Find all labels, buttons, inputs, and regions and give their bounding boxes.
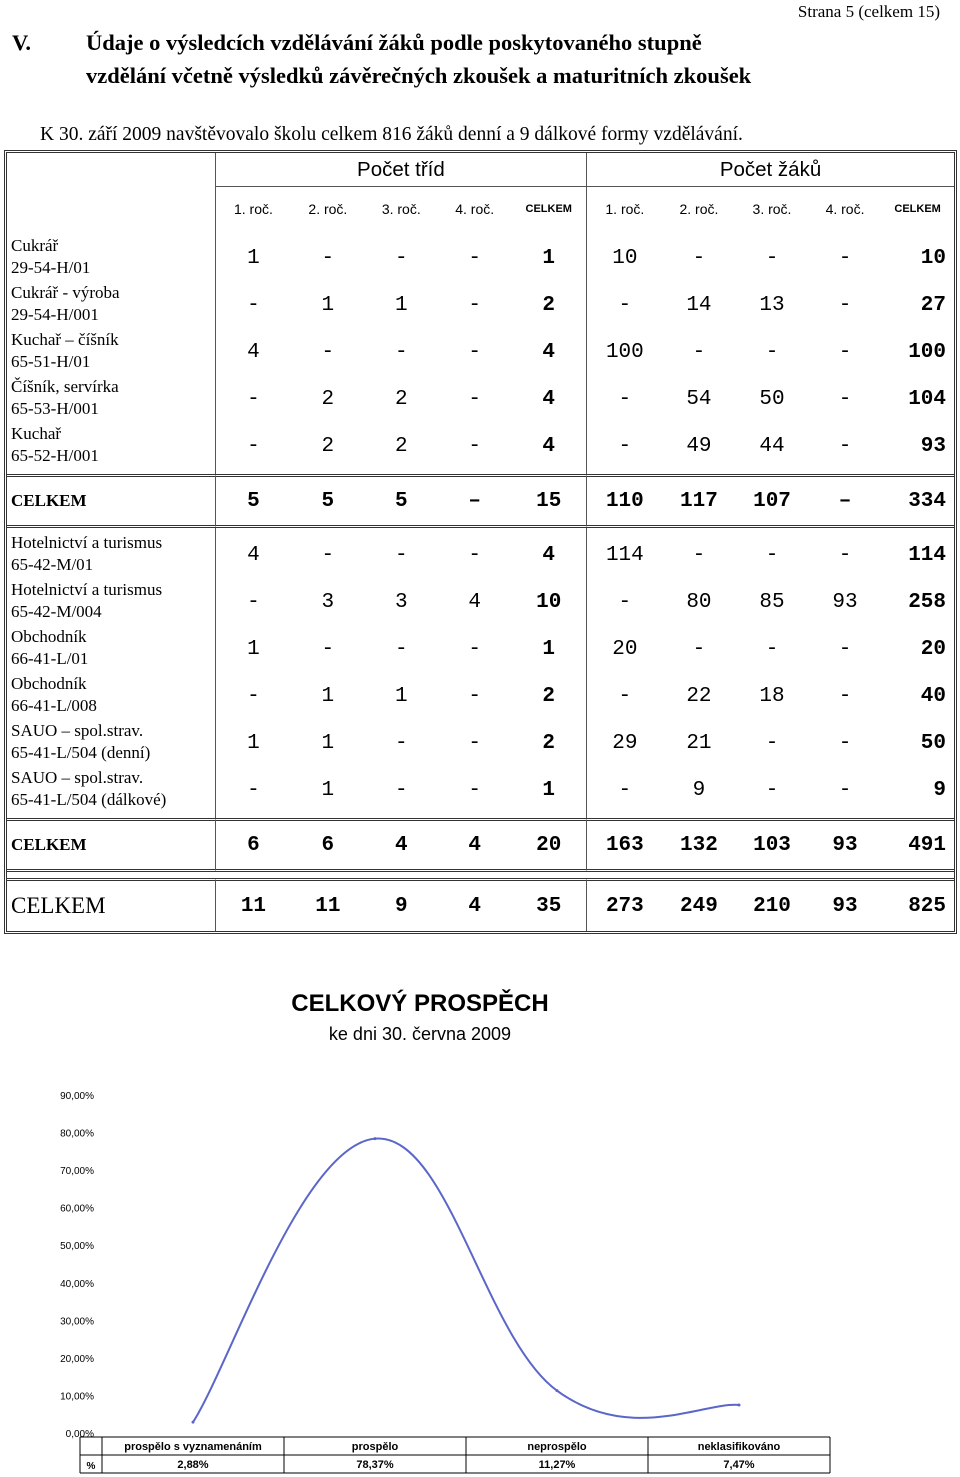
- total-cell: 35: [511, 878, 587, 931]
- value-cell: 93: [832, 591, 858, 614]
- program-code: 65-52-H/001: [11, 446, 99, 465]
- value-cell: -: [247, 779, 260, 802]
- value-cell: -: [468, 247, 481, 270]
- value-cell: -: [618, 294, 632, 317]
- value-cell: -: [618, 435, 632, 458]
- value-cell: 93: [920, 435, 946, 458]
- total-cell: 4: [365, 818, 438, 872]
- program-name: Kuchař: [11, 424, 62, 443]
- total-label: CELKEM: [7, 818, 216, 872]
- section-number: V.: [12, 30, 31, 55]
- column-header: 1. roč.: [605, 201, 645, 217]
- table-row: [7, 767, 954, 818]
- series-line: [193, 1139, 739, 1423]
- program-code: 66-41-L/008: [11, 696, 97, 715]
- value-cell: -: [765, 341, 779, 364]
- value-cell: -: [838, 685, 852, 708]
- chart-title: CELKOVÝ PROSPĚCH: [291, 990, 549, 1017]
- value-cell: -: [838, 341, 852, 364]
- category-label: neprospělo: [527, 1441, 587, 1453]
- y-tick-label: 20,00%: [60, 1353, 94, 1365]
- value-cell: 100: [605, 341, 644, 364]
- value-cell: 2: [321, 388, 335, 411]
- value-label: 11,27%: [538, 1459, 576, 1471]
- value-cell: -: [394, 732, 408, 755]
- section-title-line2: vzdělání včetně výsledků závěrečných zkoušek a maturitních zkoušek: [86, 63, 752, 88]
- total-cell: 5: [291, 474, 364, 528]
- category-label: neklasifikováno: [697, 1441, 781, 1453]
- value-cell: -: [394, 247, 408, 270]
- table-group-header: [7, 153, 954, 187]
- total-cell: 107: [735, 474, 809, 528]
- y-tick-label: 50,00%: [60, 1241, 94, 1253]
- program-label: [7, 579, 216, 626]
- value-cell: 3: [321, 591, 335, 614]
- value-cell: 1: [394, 685, 408, 708]
- value-cell: -: [468, 341, 481, 364]
- total-cell: 5: [216, 474, 291, 528]
- value-cell: -: [468, 779, 481, 802]
- column-header: 3. roč.: [381, 201, 421, 217]
- column-header: 2. roč.: [679, 201, 719, 217]
- header-blank: [7, 187, 216, 231]
- program-label: [7, 720, 216, 767]
- total-cell: 93: [809, 818, 881, 872]
- program-name: SAUO – spol.strav.: [11, 768, 144, 787]
- program-label: [7, 528, 216, 579]
- value-cell: -: [838, 247, 852, 270]
- value-cell: -: [394, 779, 408, 802]
- value-cell: -: [838, 294, 852, 317]
- total-cell: 20: [511, 818, 587, 872]
- value-cell: -: [765, 779, 779, 802]
- table-row: [7, 579, 954, 626]
- total-cell: 93: [809, 878, 881, 931]
- column-header: 3. roč.: [752, 201, 792, 217]
- value-cell: -: [765, 732, 779, 755]
- total-cell: 163: [587, 818, 663, 872]
- section-heading: [12, 26, 946, 92]
- data-point: [374, 1137, 377, 1140]
- value-cell: 10: [612, 247, 638, 270]
- value-cell: -: [468, 388, 481, 411]
- block2-total-row: [7, 818, 954, 872]
- program-name: Cukrář: [11, 236, 59, 255]
- value-cell: 1: [247, 732, 260, 755]
- table-row: [7, 282, 954, 329]
- value-cell: -: [765, 247, 779, 270]
- value-cell: -: [838, 435, 852, 458]
- total-cell: 6: [216, 818, 291, 872]
- value-cell: -: [618, 685, 632, 708]
- value-cell: 2: [394, 435, 408, 458]
- total-cell: 103: [735, 818, 809, 872]
- y-tick-label: 60,00%: [60, 1203, 94, 1215]
- value-cell: -: [247, 685, 260, 708]
- program-name: Obchodník: [11, 627, 87, 646]
- value-cell: 1: [321, 294, 335, 317]
- total-cell: 9: [365, 878, 438, 931]
- program-code: 29-54-H/01: [11, 258, 91, 277]
- table-row: [7, 329, 954, 376]
- value-cell: 1: [511, 231, 587, 282]
- value-cell: 21: [686, 732, 712, 755]
- value-cell: 1: [321, 732, 335, 755]
- value-cell: -: [394, 638, 408, 661]
- program-name: Číšník, servírka: [11, 377, 119, 396]
- y-tick-label: 10,00%: [60, 1391, 94, 1403]
- value-cell: -: [692, 341, 706, 364]
- program-label: [7, 626, 216, 673]
- value-cell: 1: [321, 685, 335, 708]
- total-cell: 5: [365, 474, 438, 528]
- value-cell: 2: [394, 388, 408, 411]
- value-cell: 4: [247, 341, 260, 364]
- column-header: 4. roč.: [825, 201, 865, 217]
- value-label: 78,37%: [356, 1459, 394, 1471]
- value-cell: -: [618, 591, 632, 614]
- value-cell: -: [765, 638, 779, 661]
- intro-paragraph: K 30. září 2009 navštěvovalo školu celkem 816 žáků denní a 9 dálkové formy vzdělávání.: [40, 124, 743, 145]
- value-cell: -: [321, 544, 335, 567]
- page-number: Strana 5 (celkem 15): [797, 2, 940, 21]
- value-cell: 3: [394, 591, 408, 614]
- value-cell: -: [838, 638, 852, 661]
- program-code: 65-51-H/01: [11, 352, 91, 371]
- value-cell: 2: [321, 435, 335, 458]
- value-cell: 4: [511, 376, 587, 423]
- column-header: 4. roč.: [455, 201, 495, 217]
- program-name: Hotelnictví a turismus: [11, 533, 163, 552]
- value-cell: 4: [511, 329, 587, 376]
- program-label: [7, 282, 216, 329]
- value-cell: 1: [321, 779, 335, 802]
- value-cell: -: [394, 544, 408, 567]
- value-cell: -: [468, 638, 481, 661]
- value-cell: 22: [686, 685, 712, 708]
- value-cell: -: [247, 435, 260, 458]
- chart-subtitle: ke dni 30. června 2009: [328, 1024, 512, 1044]
- value-cell: 10: [920, 247, 946, 270]
- column-header: 2. roč.: [308, 201, 348, 217]
- column-header: CELKEM: [511, 187, 587, 231]
- program-label: [7, 767, 216, 818]
- total-cell: 334: [881, 474, 954, 528]
- data-point: [556, 1389, 559, 1392]
- total-cell: 15: [511, 474, 587, 528]
- value-cell: 1: [247, 638, 260, 661]
- value-cell: 20: [612, 638, 638, 661]
- program-name: Hotelnictví a turismus: [11, 580, 163, 599]
- table-row: [7, 626, 954, 673]
- program-name: SAUO – spol.strav.: [11, 721, 144, 740]
- value-cell: -: [247, 388, 260, 411]
- program-label: [7, 423, 216, 474]
- y-tick-label: 0,00%: [65, 1429, 94, 1440]
- header-blank: [7, 153, 216, 187]
- value-cell: 1: [247, 247, 260, 270]
- total-cell: 273: [587, 878, 663, 931]
- program-label: [7, 673, 216, 720]
- table-row: [7, 376, 954, 423]
- value-cell: -: [321, 638, 335, 661]
- y-tick-label: 70,00%: [60, 1166, 94, 1178]
- data-point: [192, 1421, 195, 1424]
- value-cell: 104: [908, 388, 946, 411]
- program-name: Cukrář - výroba: [11, 283, 120, 302]
- value-cell: 49: [686, 435, 712, 458]
- table-row: [7, 423, 954, 474]
- value-label: 2,88%: [177, 1459, 209, 1471]
- value-cell: -: [468, 435, 481, 458]
- total-cell: 4: [438, 878, 511, 931]
- value-cell: -: [618, 779, 632, 802]
- value-cell: -: [692, 247, 706, 270]
- header-pupils-count: Počet žáků: [587, 153, 954, 187]
- column-header: 1. roč.: [233, 201, 273, 217]
- value-cell: 2: [511, 673, 587, 720]
- value-cell: -: [618, 388, 632, 411]
- value-cell: 27: [920, 294, 946, 317]
- program-code: 65-41-L/504 (dálkové): [11, 790, 167, 809]
- value-cell: 1: [511, 626, 587, 673]
- value-cell: 44: [759, 435, 785, 458]
- value-cell: 9: [933, 779, 946, 802]
- value-cell: 40: [920, 685, 946, 708]
- overall-results-chart: [40, 985, 860, 1475]
- total-cell: 6: [291, 818, 364, 872]
- total-cell: 11: [216, 878, 291, 931]
- total-cell: 117: [663, 474, 736, 528]
- value-cell: 1: [394, 294, 408, 317]
- value-cell: 54: [686, 388, 712, 411]
- value-cell: 4: [247, 544, 260, 567]
- program-label: [7, 231, 216, 282]
- value-cell: 10: [511, 579, 587, 626]
- value-cell: -: [468, 732, 481, 755]
- value-cell: 50: [759, 388, 785, 411]
- table-row: [7, 231, 954, 282]
- total-cell: –: [809, 474, 881, 528]
- value-cell: -: [765, 544, 779, 567]
- value-cell: 29: [612, 732, 638, 755]
- program-code: 66-41-L/01: [11, 649, 89, 668]
- value-cell: -: [838, 544, 852, 567]
- table-row: [7, 528, 954, 579]
- total-cell: 249: [663, 878, 736, 931]
- total-cell: 110: [587, 474, 663, 528]
- value-cell: 2: [511, 720, 587, 767]
- total-cell: 11: [291, 878, 364, 931]
- value-cell: -: [394, 341, 408, 364]
- total-label: CELKEM: [7, 878, 216, 931]
- value-cell: 258: [908, 591, 946, 614]
- total-cell: 491: [881, 818, 954, 872]
- value-label: 7,47%: [723, 1459, 755, 1471]
- program-code: 29-54-H/001: [11, 305, 99, 324]
- total-cell: –: [438, 474, 511, 528]
- total-cell: 210: [735, 878, 809, 931]
- value-cell: 100: [908, 341, 946, 364]
- value-cell: 18: [759, 685, 785, 708]
- value-cell: 4: [468, 591, 481, 614]
- y-tick-label: 40,00%: [60, 1278, 94, 1290]
- value-cell: 114: [908, 544, 946, 567]
- y-tick-label: 30,00%: [60, 1316, 94, 1328]
- value-cell: 50: [920, 732, 946, 755]
- value-cell: -: [692, 638, 706, 661]
- table-row: [7, 673, 954, 720]
- value-cell: -: [838, 779, 852, 802]
- program-code: 65-42-M/004: [11, 602, 102, 621]
- total-label: CELKEM: [7, 474, 216, 528]
- category-label: prospělo s vyznamenáním: [124, 1441, 262, 1453]
- value-cell: -: [838, 732, 852, 755]
- block1-total-row: [7, 474, 954, 528]
- program-code: 65-41-L/504 (denní): [11, 743, 151, 762]
- total-cell: 132: [663, 818, 736, 872]
- value-cell: -: [247, 591, 260, 614]
- value-cell: -: [247, 294, 260, 317]
- y-tick-label: 90,00%: [60, 1091, 94, 1102]
- value-cell: -: [838, 388, 852, 411]
- header-classes-count: Počet tříd: [216, 153, 587, 187]
- value-cell: 80: [686, 591, 712, 614]
- value-cell: -: [468, 544, 481, 567]
- value-cell: -: [321, 247, 335, 270]
- value-cell: 14: [686, 294, 712, 317]
- chart-container: [40, 985, 860, 1475]
- y-tick-label: 80,00%: [60, 1128, 94, 1140]
- program-label: [7, 376, 216, 423]
- value-cell: 4: [511, 528, 587, 579]
- program-code: 65-42-M/01: [11, 555, 94, 574]
- value-cell: -: [321, 341, 335, 364]
- program-label: [7, 329, 216, 376]
- total-cell: 825: [881, 878, 954, 931]
- table-column-header: [7, 187, 954, 231]
- section-title-line1: Údaje o výsledcích vzdělávání žáků podle poskytovaného stupně: [86, 30, 702, 55]
- program-code: 65-53-H/001: [11, 399, 99, 418]
- value-cell: 85: [759, 591, 785, 614]
- value-cell: 20: [920, 638, 946, 661]
- value-cell: -: [468, 685, 481, 708]
- value-cell: 4: [511, 423, 587, 474]
- category-label: prospělo: [351, 1441, 399, 1453]
- stats-table: [4, 150, 957, 934]
- value-cell: -: [468, 294, 481, 317]
- value-cell: 9: [692, 779, 706, 802]
- value-cell: 2: [511, 282, 587, 329]
- program-name: Obchodník: [11, 674, 87, 693]
- data-point: [738, 1403, 741, 1406]
- program-name: Kuchař – číšník: [11, 330, 119, 349]
- value-cell: 114: [605, 544, 644, 567]
- grand-total-row: [7, 878, 954, 931]
- total-cell: 4: [438, 818, 511, 872]
- value-cell: 13: [759, 294, 785, 317]
- value-cell: -: [692, 544, 706, 567]
- column-header: CELKEM: [894, 203, 941, 215]
- table-row: [7, 720, 954, 767]
- table-unit-label: %: [86, 1461, 96, 1472]
- value-cell: 1: [511, 767, 587, 818]
